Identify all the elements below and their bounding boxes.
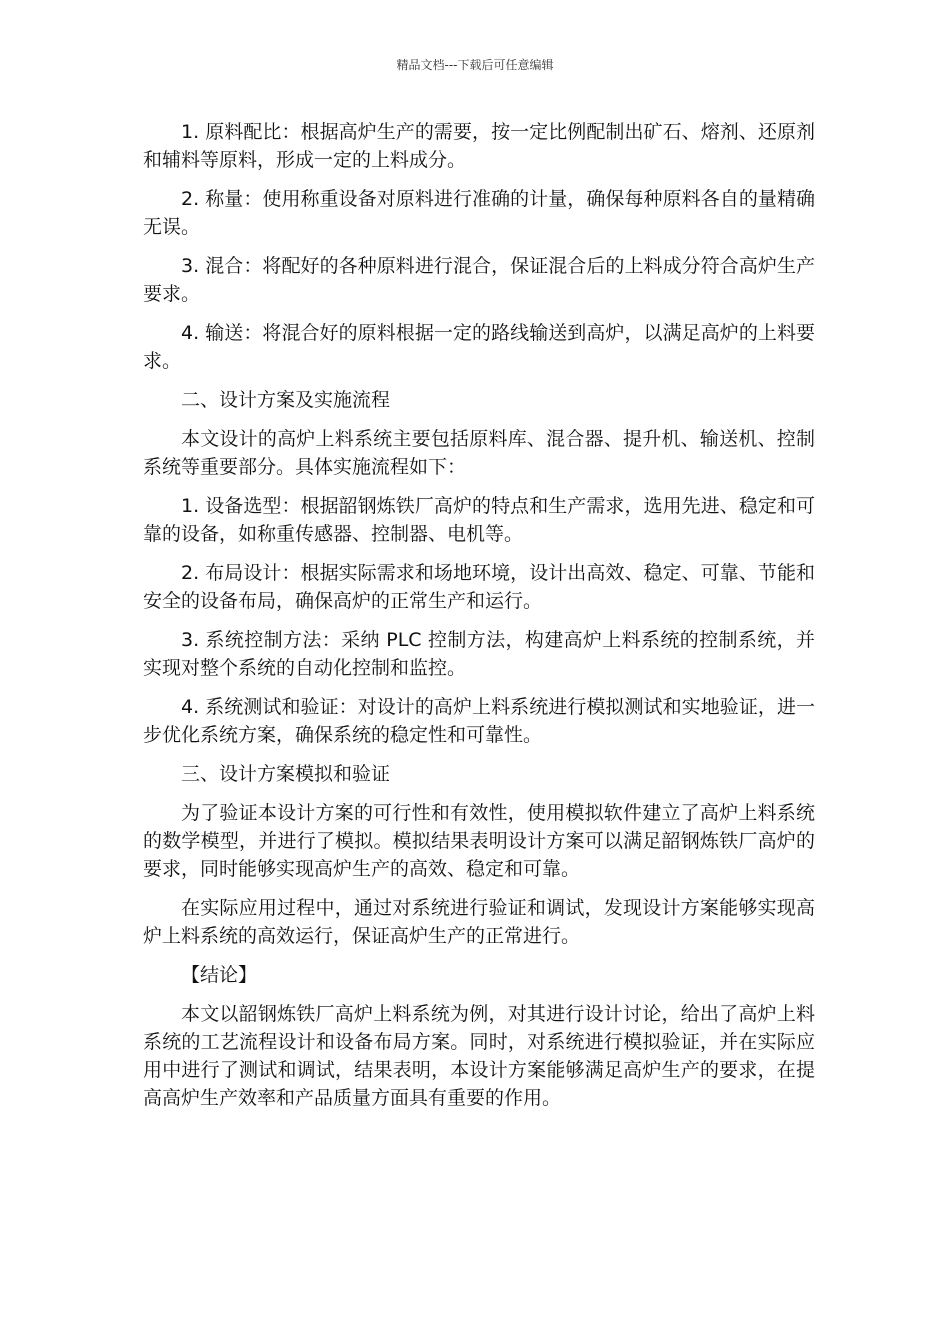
section-heading-conclusion: 【结论】 [181,964,258,986]
document-body [143,118,815,1123]
paragraph-step-mixing: 3. 混合：将配好的各种原料进行混合，保证混合后的上料成分符合高炉生产要求。 [143,255,815,305]
paragraph-design-intro: 本文设计的高炉上料系统主要包括原料库、混合器、提升机、输送机、控制系统等重要部分。具体实施流程如下： [143,428,815,478]
paragraph-step-weighing: 2. 称量：使用称重设备对原料进行准确的计量，确保每种原料各自的量精确无误。 [143,188,815,238]
paragraph-step-conveying: 4. 输送：将混合好的原料根据一定的路线输送到高炉，以满足高炉的上料要求。 [143,322,815,372]
paragraph-control-method: 3. 系统控制方法：采纳 PLC 控制方法，构建高炉上料系统的控制系统，并实现对整个系统的自动化控制和监控。 [143,629,815,679]
paragraph-layout-design: 2. 布局设计：根据实际需求和场地环境，设计出高效、稳定、可靠、节能和安全的设备布局，确保高炉的正常生产和运行。 [143,562,815,612]
paragraph-step-ratio: 1. 原料配比：根据高炉生产的需要，按一定比例配制出矿石、熔剂、还原剂和辅料等原料，形成一定的上料成分。 [143,121,815,171]
section-heading-design: 二、设计方案及实施流程 [181,389,391,411]
section-heading-simulation: 三、设计方案模拟和验证 [181,763,391,785]
page-header: 精品文档---下载后可任意编辑 [396,58,554,72]
paragraph-conclusion: 本文以韶钢炼铁厂高炉上料系统为例，对其进行设计讨论，给出了高炉上料系统的工艺流程设计和设备布局方案。同时，对系统进行模拟验证，并在实际应用中进行了测试和调试，结果表明，本设计方案能够满足高炉生产的要求，在提高高炉生产效率和产品质量方面具有重要的作用。 [143,1003,815,1109]
paragraph-application: 在实际应用过程中，通过对系统进行验证和调试，发现设计方案能够实现高炉上料系统的高效运行，保证高炉生产的正常进行。 [143,897,815,947]
paragraph-simulation: 为了验证本设计方案的可行性和有效性，使用模拟软件建立了高炉上料系统的数学模型，并进行了模拟。模拟结果表明设计方案可以满足韶钢炼铁厂高炉的要求，同时能够实现高炉生产的高效、稳定和可靠。 [143,802,815,880]
paragraph-testing-validation: 4. 系统测试和验证：对设计的高炉上料系统进行模拟测试和实地验证，进一步优化系统方案，确保系统的稳定性和可靠性。 [143,696,815,746]
paragraph-equipment-selection: 1. 设备选型：根据韶钢炼铁厂高炉的特点和生产需求，选用先进、稳定和可靠的设备，如称重传感器、控制器、电机等。 [143,495,815,545]
